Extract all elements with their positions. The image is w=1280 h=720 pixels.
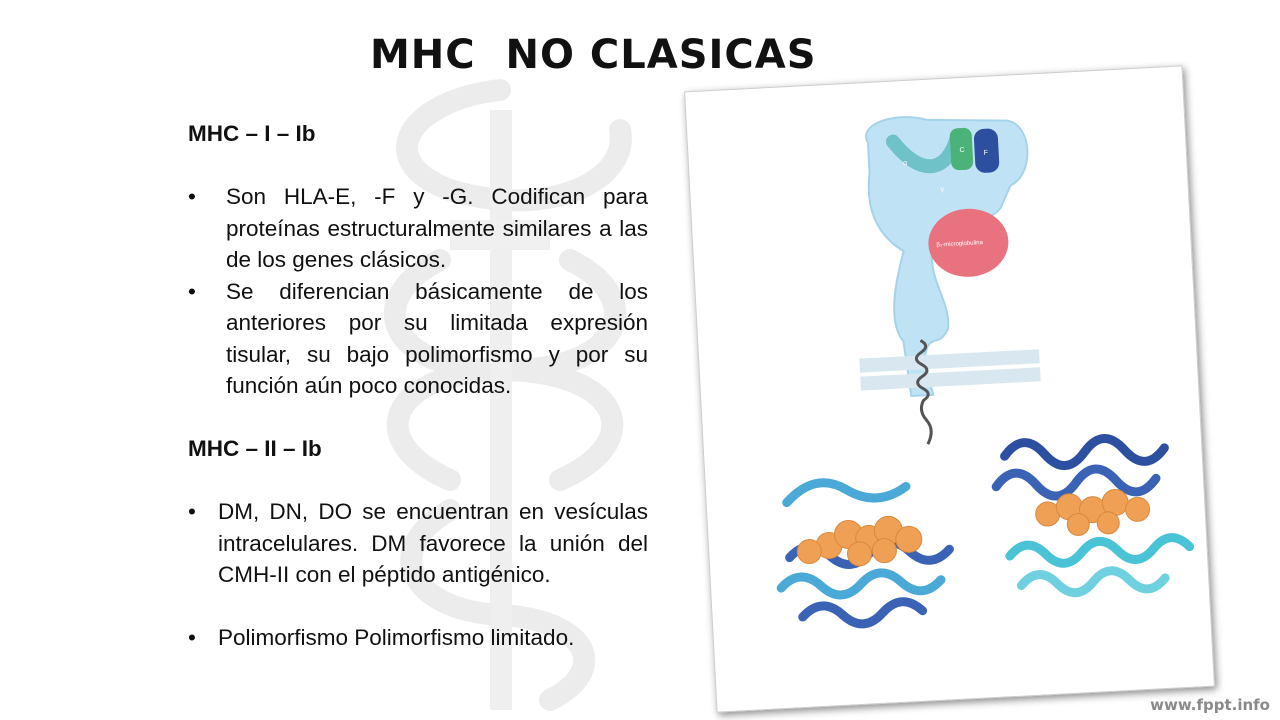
footer-watermark: www.fppt.info (1150, 696, 1270, 714)
domain-label: α (902, 159, 908, 168)
list-item (188, 181, 648, 276)
bullet-list-mhc-ii-cont (188, 622, 648, 654)
bullet-dot: • (188, 184, 196, 209)
domain-label: C (959, 146, 965, 155)
list-item (188, 496, 648, 591)
mhc-figure-card (684, 65, 1215, 712)
b2m-label: β₂-microglobulina (936, 240, 984, 249)
bullet-text: Son HLA-E, -F y -G. Codifican para proteínas estructuralmente similares a las de los genes clásicos. (226, 184, 648, 272)
spacer (188, 150, 648, 182)
slide-body (188, 118, 648, 654)
section-heading-mhc-i: MHC – I – Ib (188, 121, 316, 146)
spacer (188, 465, 648, 497)
bullet-text: Se diferencian básicamente de los anteriores por su limitada expresión tisular, su bajo polimorfismo y por su función aún poco conocidas. (226, 278, 648, 398)
domain-label: F (983, 149, 989, 157)
spacer (188, 402, 648, 434)
section-heading-mhc-ii: MHC – II – Ib (188, 436, 322, 461)
list-item (188, 276, 648, 402)
spacer (188, 591, 648, 623)
mhc-structure-illustration-icon (685, 66, 1214, 711)
bullet-text: DM, DN, DO se encuentran en vesículas intracelulares. DM favorece la unión del CMH-II con el péptido antigénico. (218, 499, 648, 587)
bullet-dot: • (188, 278, 196, 304)
bullet-dot: • (188, 625, 196, 650)
domain-label: γ (940, 186, 945, 194)
bullet-list-mhc-ii (188, 496, 648, 591)
list-item (188, 622, 648, 654)
slide-title: MHC NO CLASICAS (370, 32, 817, 78)
bullet-dot: • (188, 499, 196, 524)
bullet-text: Polimorfismo Polimorfismo limitado. (218, 625, 575, 650)
bullet-list-mhc-i (188, 181, 648, 402)
